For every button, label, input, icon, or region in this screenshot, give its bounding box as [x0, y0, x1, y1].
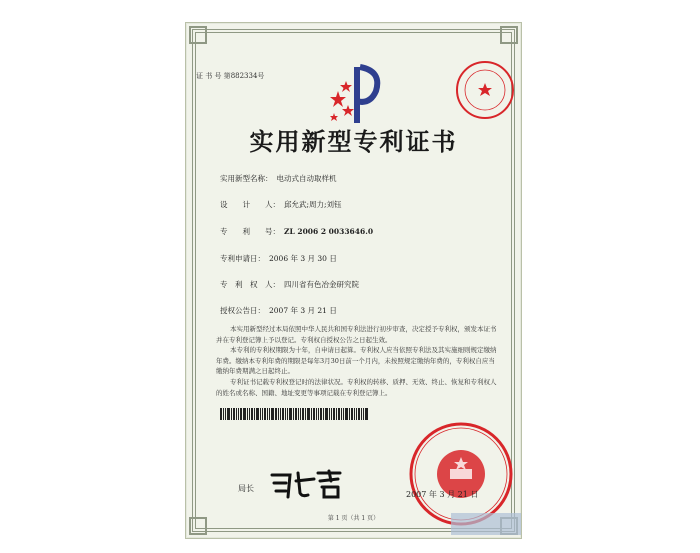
barcode-bar	[305, 408, 306, 420]
barcode-bar	[223, 408, 224, 420]
certificate-number-value: 882334号	[230, 72, 265, 80]
field-label: 实用新型名称：	[220, 174, 273, 183]
barcode-bar	[320, 408, 322, 420]
barcode-bar	[225, 408, 226, 420]
barcode-bar	[220, 408, 222, 420]
barcode-bar	[331, 408, 332, 420]
barcode-bar	[333, 408, 335, 420]
barcode-bar	[302, 408, 304, 420]
barcode-bar	[240, 408, 242, 420]
field-value: 电动式自动取样机	[276, 174, 337, 183]
barcode-bar	[356, 408, 357, 420]
field-value: 2007 年 3 月 21 日	[269, 306, 337, 315]
barcode-bar	[278, 408, 279, 420]
official-seal-icon	[454, 59, 516, 121]
barcode-bar	[285, 408, 286, 420]
barcode-bar	[260, 408, 261, 420]
field-grant-date	[220, 305, 337, 316]
barcode-bar	[338, 408, 340, 420]
barcode-bar	[269, 408, 270, 420]
barcode-bar	[336, 408, 337, 420]
director-label: 局长	[238, 484, 254, 493]
field-value: 2006 年 3 月 30 日	[269, 254, 337, 263]
barcode-bar	[313, 408, 315, 420]
corner-ornament	[500, 26, 518, 44]
barcode-bar	[358, 408, 360, 420]
barcode-bar	[271, 408, 274, 420]
page-title: 实用新型专利证书	[249, 127, 458, 156]
field-label: 授权公告日：	[220, 306, 265, 315]
barcode-bar	[267, 408, 268, 420]
barcode-bar	[351, 408, 353, 420]
barcode-bar	[289, 408, 292, 420]
field-application-date	[220, 253, 337, 264]
barcode-bar	[287, 408, 288, 420]
barcode-bar	[298, 408, 299, 420]
field-label: 专利申请日：	[220, 254, 265, 263]
barcode-bar	[361, 408, 362, 420]
field-patentee	[220, 279, 359, 290]
blue-stamp	[451, 513, 521, 535]
field-patent-number	[220, 226, 373, 237]
barcode-bar	[345, 408, 348, 420]
barcode-bar	[282, 408, 284, 420]
corner-ornament	[189, 26, 207, 44]
barcode-bar	[318, 408, 319, 420]
barcode-bar	[293, 408, 294, 420]
seal-date: 2007 年 3 月 21 日	[406, 490, 479, 499]
field-label: 设 计 人：	[220, 200, 280, 209]
barcode-bar	[254, 408, 255, 420]
field-label: 专 利 权 人：	[220, 280, 280, 289]
barcode-bar	[325, 408, 328, 420]
barcode-bar	[238, 408, 239, 420]
certificate-body-text	[216, 324, 498, 398]
barcode-bar	[329, 408, 330, 420]
barcode-bar	[280, 408, 281, 420]
barcode-bar	[251, 408, 253, 420]
patent-certificate	[185, 22, 522, 539]
field-value: 四川省有色冶金研究院	[284, 280, 359, 289]
barcode-bar	[243, 408, 246, 420]
field-label: 专 利 号：	[220, 227, 280, 236]
field-value: 邱允武;周力;刘钰	[284, 200, 342, 209]
barcode-bar	[264, 408, 266, 420]
certificate-number-label: 证 书 号 第	[196, 72, 231, 80]
barcode-bar	[256, 408, 259, 420]
barcode-bar	[249, 408, 250, 420]
field-designer	[220, 199, 342, 210]
barcode-bar	[295, 408, 297, 420]
barcode-bar	[349, 408, 350, 420]
director-signature	[268, 467, 346, 501]
barcode-bar	[236, 408, 237, 420]
barcode-bar	[316, 408, 317, 420]
patent-office-logo-icon	[326, 61, 386, 131]
barcode-bar	[343, 408, 344, 420]
barcode-bar	[275, 408, 277, 420]
body-paragraph: 本专利的专利权期限为十年，自申请日起算。专利权人应当依照专利法及其实施细则规定缴纳年费。缴纳本专利年费的期限是每年3月30日前一个月内，未按照规定缴纳年费的，专利权自应当缴纳年费期满之日起终止。	[216, 346, 497, 376]
barcode-bar	[262, 408, 263, 420]
field-value: ZL 2006 2 0033646.0	[284, 227, 374, 236]
barcode-bar	[311, 408, 312, 420]
barcode-bar	[363, 408, 364, 420]
barcode-bar	[300, 408, 301, 420]
barcode-bar	[354, 408, 355, 420]
barcode-bar	[323, 408, 324, 420]
barcode-bar	[341, 408, 342, 420]
barcode-bar	[231, 408, 232, 420]
barcode-bar	[365, 408, 368, 420]
barcode-bar	[233, 408, 235, 420]
barcode-bar	[227, 408, 230, 420]
page-number: 第 1 页（共 1 页）	[327, 515, 380, 522]
field-name	[220, 173, 337, 184]
barcode-bar	[307, 408, 310, 420]
certificate-number	[196, 71, 264, 81]
body-paragraph: 本实用新型经过本局依照中华人民共和国专利法进行初步审查，决定授予专利权，颁发本证书并在专利登记簿上予以登记。专利权自授权公告之日起生效。	[216, 325, 497, 344]
body-paragraph: 专利证书记载专利权登记时的法律状况。专利权的转移、质押、无效、终止、恢复和专利权人的姓名或名称、国籍、地址变更等事项记载在专利登记簿上。	[216, 377, 497, 397]
barcode-bar	[247, 408, 248, 420]
barcode	[220, 408, 416, 420]
